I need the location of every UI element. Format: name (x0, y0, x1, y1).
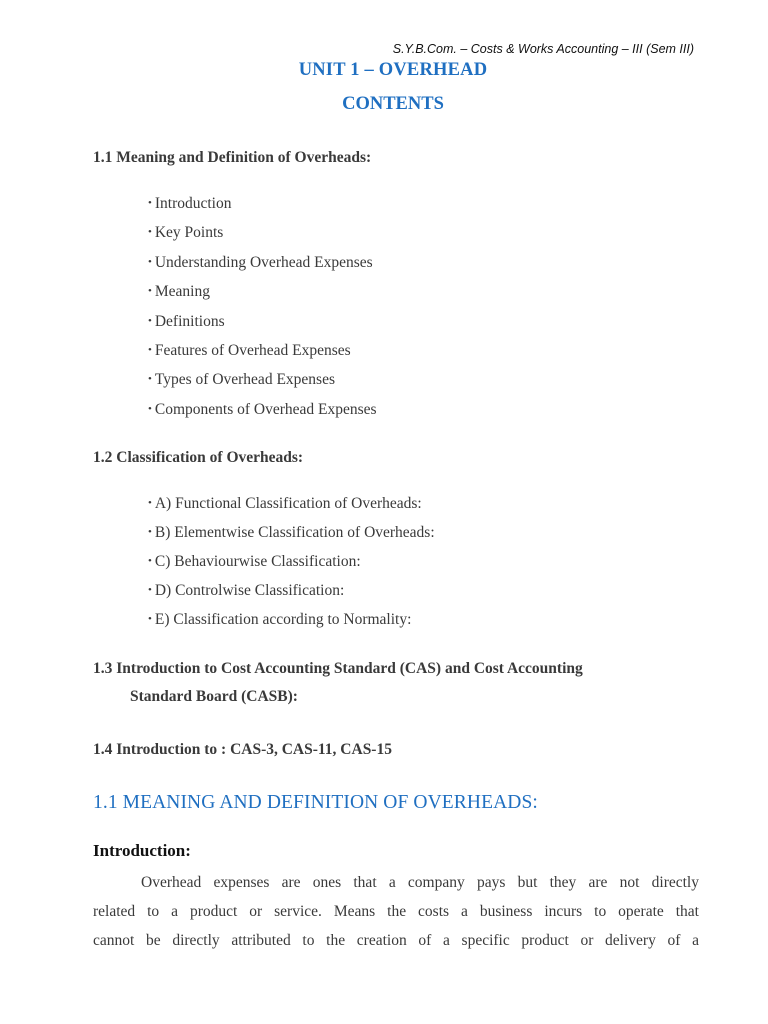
section-1-4-title: 1.4 Introduction to : CAS-3, CAS-11, CAS-15 (93, 741, 392, 758)
list-item: • Components of Overhead Expenses (148, 400, 377, 418)
bullet-icon: • (148, 285, 152, 298)
unit-title: UNIT 1 – OVERHEAD (298, 60, 488, 80)
list-item: • Features of Overhead Expenses (148, 341, 351, 359)
bullet-icon: • (148, 584, 152, 596)
bullet-icon: • (148, 226, 152, 239)
list-item: • A) Functional Classification of Overheads: (148, 495, 422, 512)
bullet-icon: • (148, 255, 152, 268)
list-item: • Introduction (148, 195, 232, 212)
list-item: • E) Classification according to Normality: (148, 611, 412, 628)
list-item: • B) Elementwise Classification of Overheads: (148, 524, 435, 541)
list-item: • Understanding Overhead Expenses (148, 253, 373, 271)
paragraph-line: related to a product or service. Means the costs a business incurs to operate that (93, 903, 699, 920)
bullet-icon: • (148, 555, 152, 567)
section-1-2-list (148, 489, 435, 634)
paragraph-line: Overhead expenses are ones that a company pays but they are not directly (141, 874, 699, 891)
bullet-icon: • (148, 497, 152, 509)
bullet-icon: • (148, 343, 152, 356)
bullet-icon: • (148, 402, 152, 415)
list-item: • C) Behaviourwise Classification: (148, 553, 361, 570)
section-1-3-title-continued: Standard Board (CASB): (130, 688, 298, 705)
bullet-icon: • (148, 373, 152, 386)
introduction-paragraph (93, 868, 699, 955)
contents-title: CONTENTS (342, 94, 444, 114)
list-item: • Definitions (148, 312, 225, 330)
bullet-icon: • (148, 197, 152, 209)
bullet-icon: • (148, 613, 152, 625)
list-item: • Types of Overhead Expenses (148, 371, 335, 389)
bullet-icon: • (148, 314, 152, 327)
list-item: • Meaning (148, 283, 210, 301)
paragraph-line: cannot be directly attributed to the creation of a specific product or delivery of a (93, 932, 699, 949)
bullet-icon: • (148, 526, 152, 538)
section-1-3-title: 1.3 Introduction to Cost Accounting Standard (CAS) and Cost Accounting (93, 660, 583, 677)
introduction-label: Introduction: (93, 841, 191, 860)
list-item: • Key Points (148, 224, 224, 242)
section-1-1-list (148, 189, 377, 424)
section-1-2-title: 1.2 Classification of Overheads: (93, 449, 304, 466)
running-header: S.Y.B.Com. – Costs & Works Accounting – III (Sem III) (392, 42, 694, 56)
list-item: • D) Controlwise Classification: (148, 582, 345, 599)
body-section-heading: 1.1 MEANING AND DEFINITION OF OVERHEADS: (93, 792, 538, 813)
section-1-1-title: 1.1 Meaning and Definition of Overheads: (93, 149, 372, 166)
